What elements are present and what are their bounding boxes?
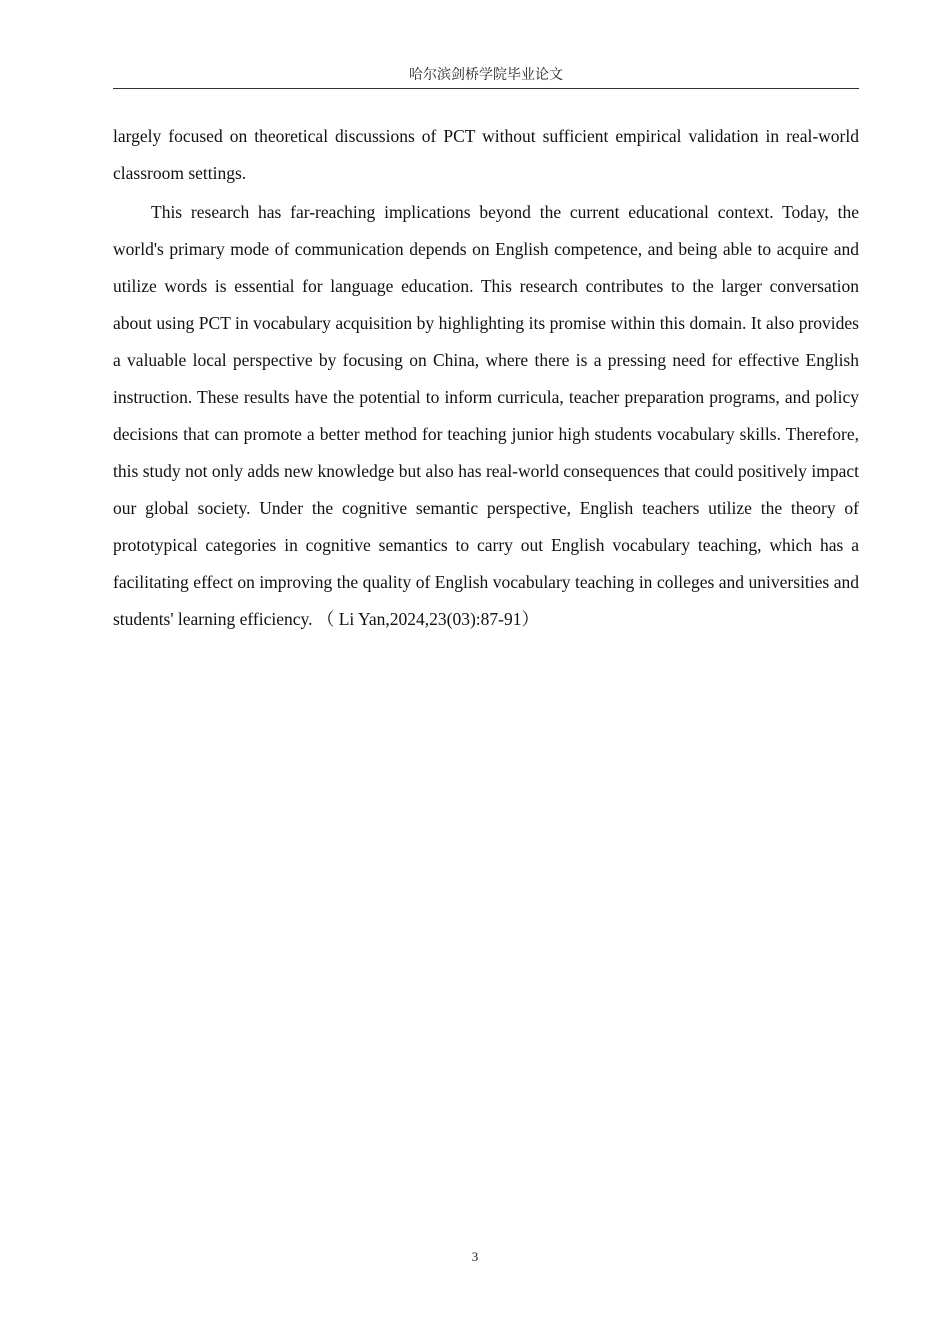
page-header [113,66,859,89]
body-text [113,118,859,638]
paragraph-continuation: largely focused on theoretical discussions of PCT without sufficient empirical validation in real-world classroom settings. [113,126,859,183]
page-number: 3 [471,1249,479,1264]
paragraph-research-implications: This research has far-reaching implications beyond the current educational context. Today, the world's primary mode of communication depends on English competence, and being able to acquire and utilize words is essential for language education. This research contributes to the larger conversation about using PCT in vocabulary acquisition by highlighting its promise within this domain. It also provides a valuable local perspective by focusing on China, where there is a pressing need for effective English instruction. These results have the potential to inform curricula, teacher preparation programs, and policy decisions that can promote a better method for teaching junior high students vocabulary skills. Therefore, this study not only adds new knowledge but also has real-world consequences that could positively impact our global society. Under the cognitive semantic perspective, English teachers utilize the theory of prototypical categories in cognitive semantics to carry out English vocabulary teaching, which has a facilitating effect on improving the quality of English vocabulary teaching in colleges and universities and students' learning efficiency. （ Li Yan,2024,23(03):87-91） [113,202,859,629]
header-title: 哈尔滨剑桥学院毕业论文 [409,68,563,83]
